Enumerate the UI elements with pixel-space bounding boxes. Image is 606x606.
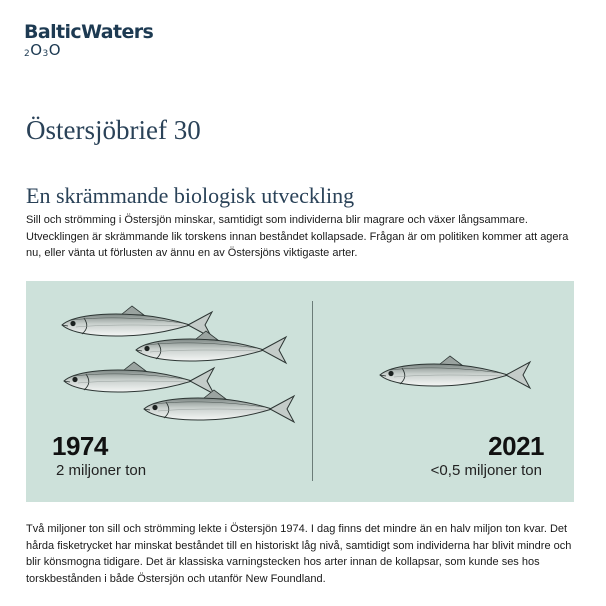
body-paragraph: Två miljoner ton sill och strömming lekte i Östersjön 1974. I dag finns det mindre än en halv miljon ton kvar. Det hårda fisketrycket har minskat beståndet till en historiskt låg nivå, samtidigt som individerna har blivit mindre och blir könsmogna tidigare. Det är klassiska varningstecken hos arter innan de kollapsar, som kunde ses hos torskbestånden i både Östersjön och utanför New Foundland. xyxy=(26,523,572,585)
year-2021: 2021 xyxy=(488,431,544,461)
page-title: Östersjöbrief 30 xyxy=(26,115,201,145)
herring-fish xyxy=(64,362,214,394)
section-heading: En skrämmande biologisk utveckling xyxy=(26,183,355,208)
logo-wordmark: BalticWaters xyxy=(24,21,154,43)
intro-paragraph: Sill och strömming i Östersjön minskar, samtidigt som individerna blir magrare och växer långsammare. Utvecklingen är skrämmande lik torskens innan beståndet kollapsade. Frågan är om politiken kommer att agera nu, eller vänta ut förlusten av ännu en av Östersjöns viktigaste arter. xyxy=(26,214,569,259)
logo-year-letter: O xyxy=(48,41,62,59)
logo-year-digit: 3 xyxy=(42,49,49,59)
herring-fish xyxy=(380,356,530,388)
balticwaters-logo xyxy=(24,22,153,60)
amount-1974: 2 miljoner ton xyxy=(56,462,147,479)
logo-year-digit: 2 xyxy=(24,49,31,59)
year-1974: 1974 xyxy=(52,431,108,461)
logo-year-letter: O xyxy=(30,41,43,59)
herring-infographic xyxy=(26,281,574,502)
panel-divider xyxy=(312,301,313,481)
herring-fish xyxy=(136,331,286,363)
amount-2021: <0,5 miljoner ton xyxy=(430,462,542,479)
logo-year xyxy=(24,43,153,60)
herring-fish xyxy=(144,390,294,422)
herring-fish xyxy=(62,306,212,338)
